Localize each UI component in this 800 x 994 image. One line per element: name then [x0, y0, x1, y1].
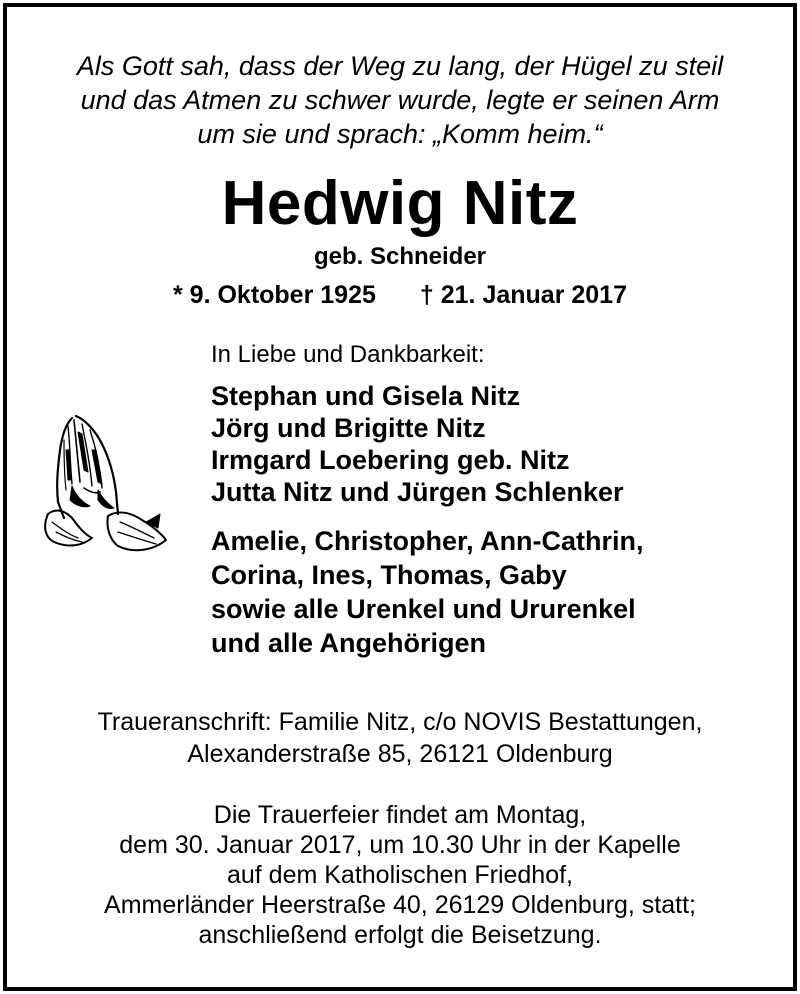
address-line: Alexanderstraße 85, 26121 Oldenburg: [187, 740, 613, 768]
life-dates: [0, 280, 800, 310]
praying-hands-icon: [38, 410, 170, 560]
list-item: und alle Angehörigen: [211, 628, 487, 658]
mourning-address: [0, 706, 800, 770]
quote-line: Als Gott sah, dass der Weg zu lang, der Hügel zu steil: [76, 51, 724, 81]
quote-line: um sie und sprach: „Komm heim.“: [197, 119, 603, 149]
service-line: auf dem Katholischen Friedhof,: [226, 861, 574, 889]
dedication-line: In Liebe und Dankbarkeit:: [211, 341, 485, 368]
maiden-name: geb. Schneider: [313, 243, 487, 270]
service-line: Die Trauerfeier findet am Montag,: [213, 801, 587, 829]
list-item: Jörg und Brigitte Nitz: [211, 413, 486, 443]
service-line: dem 30. Januar 2017, um 10.30 Uhr in der Kapelle: [119, 831, 681, 859]
list-item: Irmgard Loebering geb. Nitz: [211, 445, 570, 475]
grandchildren-list: [211, 524, 644, 660]
address-line: Traueranschrift: Familie Nitz, c/o NOVIS Bestattungen,: [97, 708, 703, 736]
birth-date: * 9. Oktober 1925: [173, 281, 376, 309]
quote-line: und das Atmen zu schwer wurde, legte er seinen Arm: [80, 85, 720, 115]
list-item: Corina, Ines, Thomas, Gaby: [211, 560, 567, 590]
list-item: sowie alle Urenkel und Ururenkel: [211, 594, 636, 624]
deceased-name: Hedwig Nitz: [221, 169, 579, 238]
memorial-quote: [0, 49, 800, 151]
list-item: Amelie, Christopher, Ann-Cathrin,: [211, 526, 644, 556]
funeral-service-info: [0, 800, 800, 950]
service-line: Ammerländer Heerstraße 40, 26129 Oldenburg, statt;: [104, 891, 696, 919]
list-item: Stephan und Gisela Nitz: [211, 381, 521, 411]
death-date: † 21. Januar 2017: [419, 281, 627, 309]
children-list: [211, 380, 624, 508]
service-line: anschließend erfolgt die Beisetzung.: [198, 921, 602, 949]
list-item: Jutta Nitz und Jürgen Schlenker: [211, 477, 624, 507]
